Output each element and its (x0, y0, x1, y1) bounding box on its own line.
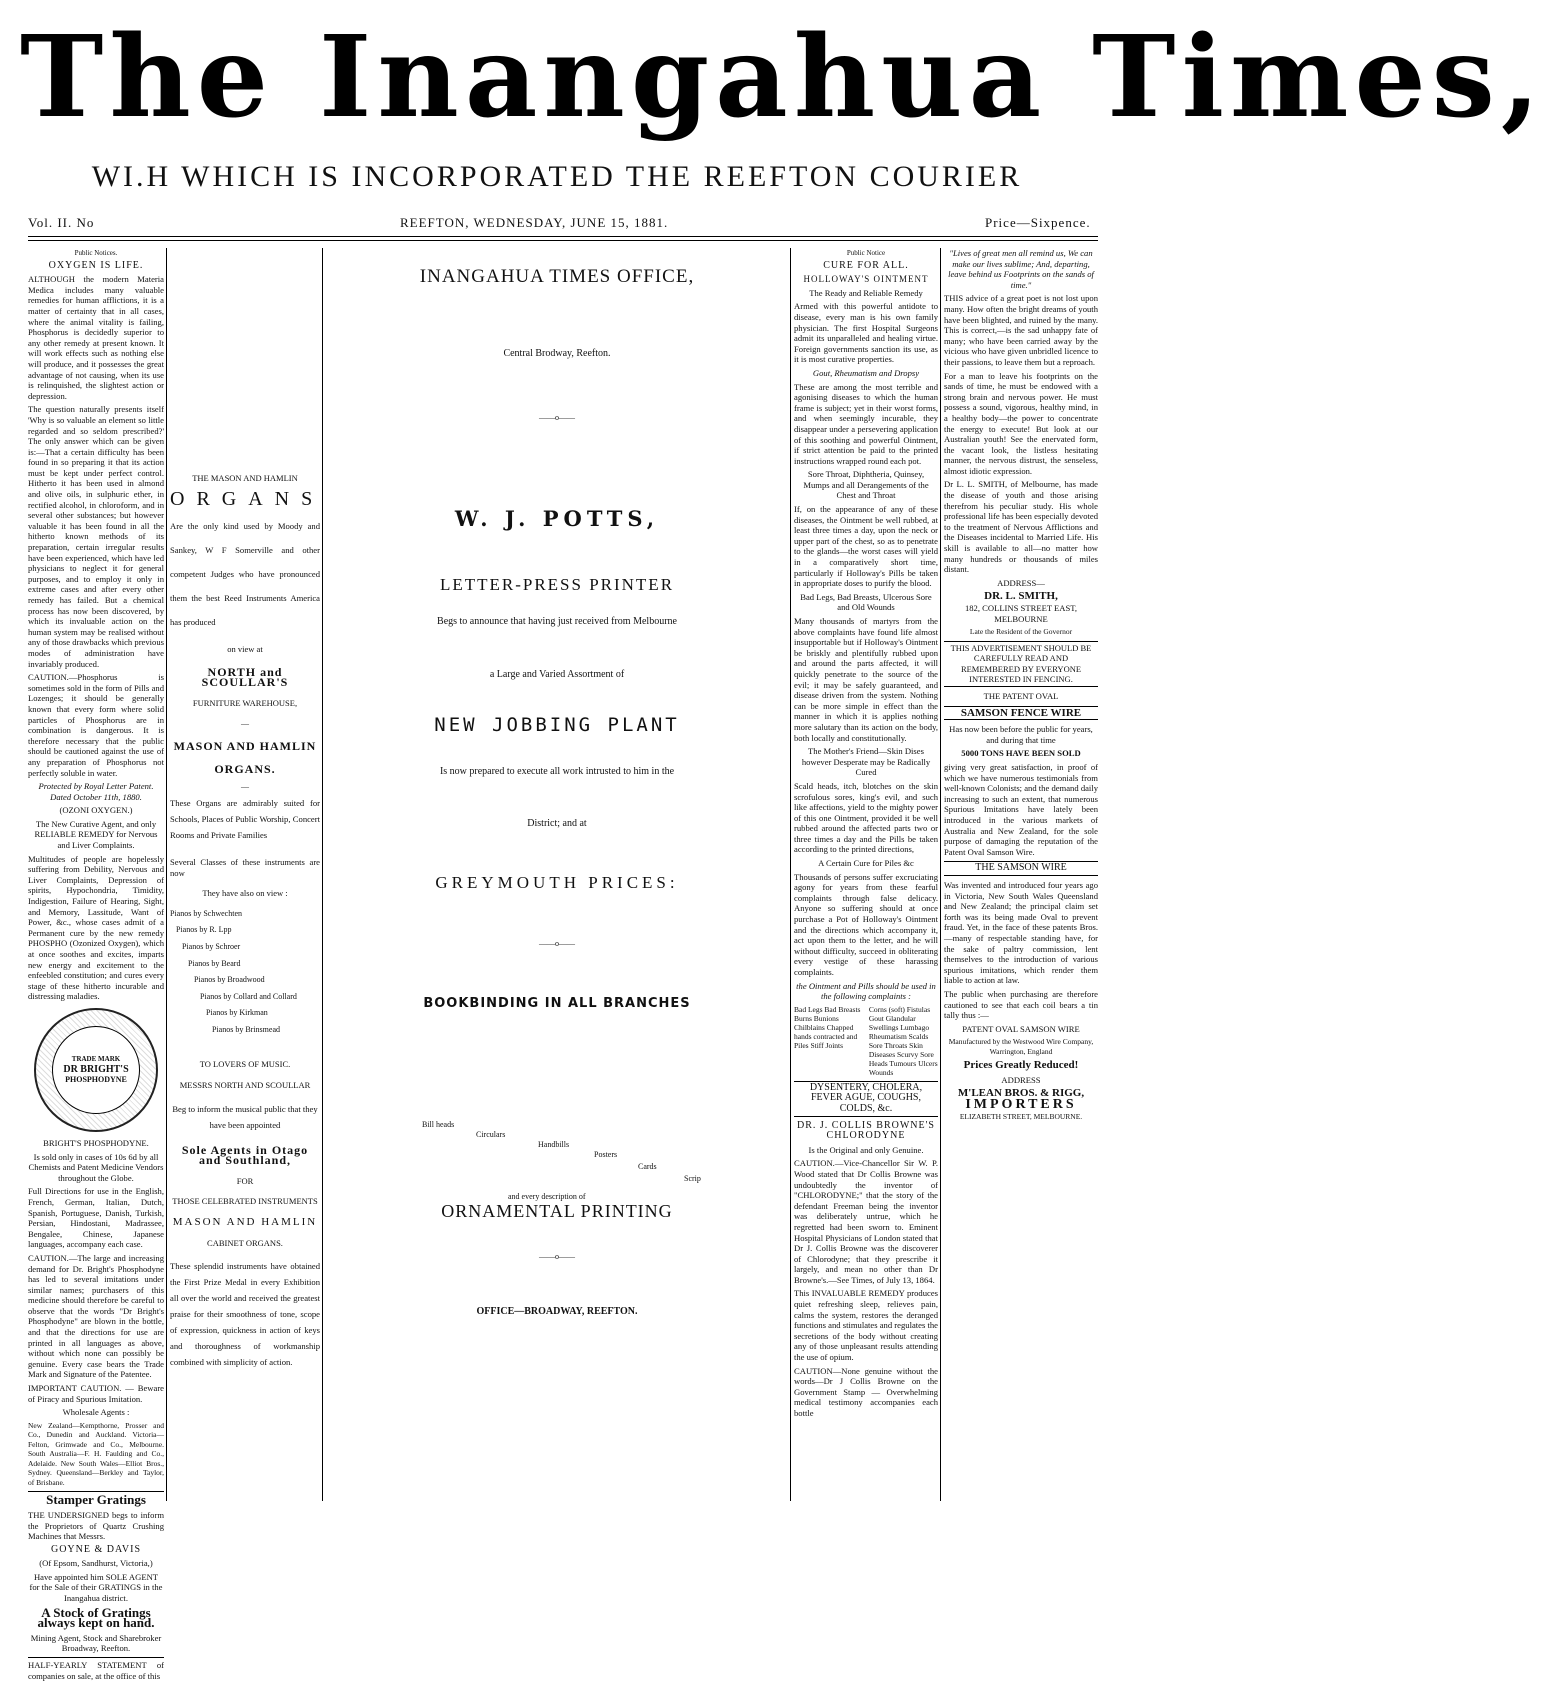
office-address: Central Brodway, Reefton. (503, 347, 611, 359)
subhead: The Mother's Friend—Skin Dises however Desperate may be Radically Cured (801, 746, 931, 778)
paragraph: For a man to leave his footprints on the sands of time, he must be endowed with a strong brain and nervous power. He must possess a sound, vigorous, healthy mind, in a healthy body—the power to concentrate the energy to execute! But look at our Australian youth! See the enervated form, the vacant look, the listless hesitating manner, the nervous distrust, the senseless, almost idiotic expression. (944, 370, 1098, 476)
paragraph: Has now been before the public for years, and during that time (949, 724, 1093, 745)
letterpress-heading: LETTER-PRESS PRINTER (439, 575, 675, 595)
emblem-text-mid: DR BRIGHT'S (63, 1063, 129, 1075)
view-note: on view at (227, 644, 263, 655)
emblem-ring (52, 1026, 140, 1114)
subhead: A Certain Cure for Piles &c (818, 858, 914, 869)
stationery-item: Bill heads (422, 1119, 455, 1129)
paragraph: ALTHOUGH the modern Materia Medica includes many valuable remedies for human afflictions, it is a matter of certainty that in all cases, where the animal vitality is failing, Phosphorus is decidedly superior to any other remedy at present known. It will work effects such as nothing else will produce, and it possesses the great advantage of not causing, when its use is relinquished, the slightest action or depression. (28, 274, 164, 401)
cure-heading: CURE FOR ALL. (823, 259, 909, 271)
stationery-item: Scrip (684, 1173, 701, 1183)
dysentery-heading: DYSENTERY, CHOLERA, FEVER AGUE, COUGHS, COLDS, &c. (794, 1081, 938, 1117)
prepared-line: Is now prepared to execute all work intrusted to him in the (439, 765, 675, 777)
paragraph: The question naturally presents itself 'Why is so valuable an element so little regarded and so seldom prescribed?' The only answer which can be given is:—That a certain difficulty has been found in so preparing it that its action must be kept under perfect control. Hitherto it has been used in almond and olive oils, in sulphuric ether, in rectified alcohol, in chloroform, and in several other substances; but however valuable it has been found in all the hitherto known methods of its preparation, certain irregular results have been experienced, which have led physicians to neglect it for general purposes, and to employ it only in extreme cases and after every other remedy has failed. But a chemical process has now been discovered, by which its invaluable action on the human system may be realised without any of those drawbacks which previous modes of administration have invariably produced. (28, 404, 164, 669)
org-heading: THE MASON AND HAMLIN (192, 473, 298, 483)
assortment-line: a Large and Varied Assortment of (489, 668, 625, 680)
stationery-item: Posters (594, 1149, 618, 1159)
article-title: OXYGEN IS LIFE. (48, 259, 144, 271)
patent-oval: THE PATENT OVAL (983, 691, 1059, 702)
paragraph: IMPORTANT CAUTION. — Beware of Piracy and Spurious Imitation. (28, 1383, 164, 1404)
sole-agents: Sole Agents in Otago and Southland, (181, 1142, 309, 1168)
office-footer: OFFICE—BROADWAY, REEFTON. (476, 1305, 638, 1317)
greymouth-heading: GREYMOUTH PRICES: (435, 872, 679, 892)
paragraph: Full Directions for use in the English, French, German, Italian, Dutch, Spanish, Portuguese, Danish, Turkish, Persian, Hindostani, Madrassee, Bengalee, Chinese, Japanese languages, accompany each case. (28, 1186, 164, 1250)
dateline: REEFTON, WEDNESDAY, JUNE 15, 1881. (400, 215, 669, 230)
phosphodyne-emblem-icon (34, 1008, 158, 1132)
mason-hamlin-2: MASON AND HAMLIN (172, 1216, 318, 1229)
samson-wire-heading: THE SAMSON WIRE (944, 861, 1098, 876)
separator: ——o—— (539, 938, 575, 948)
column-holloway (794, 248, 938, 1501)
paragraph: CAUTION.—Vice-Chancellor Sir W. P. Wood stated that Dr Collis Browne was undoubtedly the inventor of "CHLORODYNE;" that the story of the defendant Freeman being the inventor was deliberately untrue, which he regretted had been sworn to. Eminent Hospital Physicians of London stated that Dr J. Collis Browne was the discoverer of Chlorodyne; that they prescribe it largely, and mean no other than Dr Browne's.—See Times, of July 13, 1864. (794, 1158, 938, 1285)
paragraph: The public when purchasing are therefore cautioned to see that each coil bears a tin tally thus :— (944, 988, 1098, 1021)
piano-item: Pianos by Schwechten (170, 908, 242, 918)
subhead: Sore Throat, Diphtheria, Quinsey, Mumps and all Derangements of the Chest and Throat (803, 469, 929, 501)
complaints-col: Corns (soft) Fistulas Gout Glandular Swellings Lumbago Rheumatism Scalds Sore Throats Skin Diseases Scurvy Sore Heads Tumours Ulcers Wounds (868, 1004, 938, 1077)
section-label: Public Notices. (74, 249, 118, 257)
advertisement-heading: THIS ADVERTISEMENT SHOULD BE CAREFULLY READ AND REMEMBERED BY EVERYONE INTERESTED IN FENCING. (944, 641, 1098, 687)
stationery-item: Cards (638, 1161, 657, 1171)
samson-heading: SAMSON FENCE WIRE (944, 706, 1098, 721)
mlean-address: ELIZABETH STREET, MELBOURNE. (959, 1111, 1083, 1121)
agent-note: Mining Agent, Stock and Sharebroker Broadway, Reefton. (30, 1632, 162, 1654)
separator: — (241, 782, 249, 792)
jobbing-plant-heading: NEW JOBBING PLANT (434, 714, 680, 737)
tons-sold: 5000 TONS HAVE BEEN SOLD (961, 748, 1081, 759)
column-printing-office (326, 248, 788, 1501)
section-label: Public Notice (846, 249, 886, 257)
stationery-list (326, 1120, 788, 1204)
piano-item: Pianos by R. Lpp (176, 925, 232, 935)
remedy-note: The New Curative Agent, and only RELIABLE REMEDY for Nervous and Liver Complaints. (34, 818, 158, 851)
announce-line: Begs to announce that having just received from Melbourne (437, 615, 677, 627)
column-phosphodyne (28, 248, 164, 1681)
manufacturer: Manufactured by the Westwood Wire Company, Warrington, England (948, 1037, 1094, 1056)
paragraph: These splendid instruments have obtained the First Prize Medal in every Exhibition all over the world and received the greatest praise for their smoothness of tone, scope of expression, quickness in action of keys and thoroughness of workmanship combined with simplicity of action. (170, 1261, 320, 1368)
column-divider (790, 248, 791, 1501)
paragraph: These are among the most terrible and agonising diseases to which the human frame is subject; yet in their worst forms, and when seemingly incurable, they disappear under a persevering application of this soothing and powerful Ointment, if strict attention be paid to the printed instructions wrapped round each pot. (794, 381, 938, 466)
every-description: and every description of (508, 1191, 586, 1201)
paragraph: Beg to inform the musical public that they have been appointed (172, 1103, 318, 1130)
list-heading: the Ointment and Pills should be used in the following complaints : (796, 980, 936, 1002)
stock-heading: A Stock of Gratings always kept on hand. (37, 1604, 155, 1631)
subhead: The Ready and Reliable Remedy (809, 287, 923, 298)
piano-item: Pianos by Beard (188, 958, 241, 968)
organs-heading: ORGANS (170, 487, 325, 510)
paragraph: This INVALUABLE REMEDY produces quiet refreshing sleep, relieves pain, calms the system, restores the deranged functions and stimulates and regulates the secretions of the body without creating any of those unpleasant results attending the use of opium. (794, 1288, 938, 1363)
office-heading: INANGAHUA TIMES OFFICE, (419, 266, 695, 287)
cabinet-organs: CABINET ORGANS. (207, 1237, 283, 1248)
header-rule-2 (28, 240, 1098, 241)
paragraph: Thousands of persons suffer excruciating agony for years from these fearful complaints through false delicacy. Anyone so suffering should at once purchase a Pot of Holloway's Ointment and the directions which accompany it, act upon them to the letter, and he will without difficulty, succeed in obliterating every vestige of these harassing complaints. (794, 871, 938, 977)
complaints-list (794, 1005, 938, 1077)
stamper-heading: Stamper Gratings (28, 1491, 164, 1506)
separator: ——o—— (539, 413, 575, 423)
paragraph: Have appointed him SOLE AGENT for the Sale of their GRATINGS in the Inangahua district. (29, 1571, 163, 1604)
smith-name: DR. L. SMITH, (984, 590, 1058, 603)
paragraph: Several Classes of these instruments are now (170, 856, 320, 878)
firm-address: (Of Epsom, Sandhurst, Victoria,) (39, 1558, 153, 1569)
column-smith-samson (944, 248, 1098, 1501)
separator: — (241, 718, 249, 728)
subhead: Is the Original and only Genuine. (808, 1144, 924, 1155)
paragraph: Was invented and introduced four years ago in Victoria, New South Wales Queensland and New Zealand; the principal claim set forth was its being made Oval to prevent fraud. Yet, in the face of these patents Bros.—many of respectable standing have, for the sake of paltry commission, lent themselves to the introduction of various spurious imitations, which render them liable to action at law. (944, 879, 1098, 986)
paragraph: Are the only kind used by Moody and Sankey, W F Somerville and other competent Judges who have pronounced them the best Reed Instruments America has produced (170, 521, 320, 628)
emblem-text-top: TRADE MARK (71, 1055, 121, 1064)
column-divider (166, 248, 167, 1501)
subhead: Bad Legs, Bad Breasts, Ulcerous Sore and Old Wounds (800, 591, 932, 613)
district-line: District; and at (527, 818, 587, 830)
price: Price—Sixpence. (985, 215, 1091, 230)
also-on-view: They have also on view : (202, 888, 288, 899)
product-title: BRIGHT'S PHOSPHODYNE. (43, 1137, 149, 1148)
paragraph: CAUTION.—Phosphorus is sometimes sold in the form of Pills and Lozenges; it should be generally known that every form where solid particles of Phosphorus are in combination is dangerous. It is therefore necessary that the public should be cautioned against the use of any preparation of Phosphorus not perfectly soluble in water. (28, 672, 164, 778)
masthead (0, 0, 1546, 230)
paragraph: THE UNDERSIGNED begs to inform the Proprietors of Quartz Crushing Machines that Messrs. (28, 1509, 164, 1542)
north-scoullar: NORTH and SCOULLAR'S (201, 664, 289, 690)
address-label: ADDRESS— (997, 577, 1045, 588)
paragraph: Armed with this powerful antidote to disease, every man is his own family physician. The first Hospital Surgeons admit its unparalleled and healing virtue. Foreign governments sanction its use, as it is most curative properties. (794, 301, 938, 365)
poem: "Lives of great men all remind us, We can make our lives sublime; And, departing, leave behind us Footprints on the sands of time." (948, 248, 1094, 290)
holloway-heading: HOLLOWAY'S OINTMENT (803, 274, 929, 285)
paragraph: Many thousands of martyrs from the above complaints have found life almost insupportable but if Holloway's Ointment be briskly and plentifully rubbed upon and around the parts affected, it will quickly penetrate to the source of the evil; it may be safely guaranteed, and disease driven from the system. Nothing can be more simple in effect than the manner in which it is applies nothing more salutary than its action on the body, both locally and constitutionally. (794, 616, 938, 743)
column-organs (170, 248, 325, 1501)
blank-space (170, 248, 320, 463)
organs-label: ORGANS. (214, 761, 276, 776)
paragraph: New Zealand—Kempthorne, Prosser and Co., Dunedin and Auckland. Victoria—Felton, Grimwade and Co., Melbourne. South Australia—F. H. Faulding and Co., Adelaide. New South Wales—Elliot Bros., Sydney. Queensland—Berkley and Taylor, of Brisbane. (28, 1420, 164, 1487)
tally-text: PATENT OVAL SAMSON WIRE (962, 1023, 1080, 1034)
paragraph: If, on the appearance of any of these diseases, the Ointment be well rubbed, at least three times a day, upon the neck or upper part of the chest, so as to penetrate to the glands—the worst cases will yield in a comparatively short time, particularly if Holloway's Pills be taken in appropriate doses to purify the blood. (794, 504, 938, 589)
stationery-item: Circulars (476, 1129, 506, 1139)
bookbinding-heading: BOOKBINDING IN ALL BRANCHES (423, 996, 691, 1012)
paragraph: These Organs are admirably suited for Schools, Places of Public Worship, Concert Rooms and Private Families (170, 797, 320, 840)
newspaper-title: The Inangahua Times, (20, 12, 1546, 143)
piano-item: Pianos by Schroer (182, 941, 241, 951)
smith-late: Late the Resident of the Governor (969, 627, 1073, 637)
subhead: Wholesale Agents : (62, 1407, 130, 1418)
paragraph: HALF-YEARLY STATEMENT of companies on sale, at the office of this (28, 1657, 164, 1681)
messrs-heading: MESSRS NORTH AND SCOULLAR (179, 1080, 311, 1091)
prices-heading: Prices Greatly Reduced! (963, 1059, 1079, 1072)
piano-item: Pianos by Broadwood (194, 975, 265, 985)
firm-name: GOYNE & DAVIS (50, 1543, 142, 1555)
complaints-col: Bad Legs Bad Breasts Burns Bunions Chilblains Chapped hands contracted and Piles Stiff Joints (794, 1004, 861, 1050)
separator: ——o—— (539, 1252, 575, 1262)
subhead: Gout, Rheumatism and Dropsy (812, 367, 920, 378)
paragraph: CAUTION—None genuine without the words—Dr J Collis Browne on the Government Stamp — Overwhelming medical testimony accompanies each bottle (794, 1365, 938, 1418)
column-divider (322, 248, 323, 1501)
paragraph: Is sold only in cases of 10s 6d by all Chemists and Patent Medicine Vendors throughout the Globe. (28, 1151, 164, 1183)
header-rule (28, 236, 1098, 237)
column-divider (940, 248, 941, 1501)
smith-address: 182, COLLINS STREET EAST, MELBOURNE (964, 603, 1078, 624)
paragraph: THIS advice of a great poet is not lost upon many. How often the bright dreams of youth have been blighted, and ruined by the many. This is correct,—is the sad unhappy fate of many; who have been carried away by the vicious who have given unbridled licence to their passions, to leave them but a reproach. (944, 293, 1098, 367)
lovers-heading: TO LOVERS OF MUSIC. (199, 1059, 291, 1070)
for-label: FOR (236, 1175, 254, 1186)
ornamental-heading: ORNAMENTAL PRINTING (441, 1200, 673, 1221)
patent-note: Protected by Royal Letter Patent. Dated October 11th, 1880. (38, 781, 154, 802)
paragraph: Scald heads, itch, blotches on the skin scrofulous sores, king's evil, and such like affections, yield to the mighty power of this one Ointment, provided it be well rubbed around the affected parts two or three times a day and the Pills be taken according to the printed directions, (794, 780, 938, 855)
piano-item: Pianos by Brinsmead (212, 1024, 280, 1034)
stationery-item: Handbills (538, 1139, 570, 1149)
emblem-text-bot: PHOSPHODYNE (65, 1075, 127, 1085)
importers-heading: IMPORTERS (965, 1097, 1077, 1113)
printer-name: W. J. POTTS, (454, 505, 660, 531)
paragraph: Multitudes of people are hopelessly suffering from Debility, Nervous and Liver Complaints, Depression of spirits, Hypochondria, Timidity, Indigestion, Failure of Hearing, Sight, and Memory, Lassitude, Want of Power, &c., whose cases admit of a Permanent cure by the new remedy PHOSPHO (Ozonized Oxygen), which at once soothes and excites, imparts new energy and excitement to the enfeebled constitution; and cures every stage of these hitherto incurable and distressing maladies. (28, 853, 164, 1002)
furniture-warehouse: FURNITURE WAREHOUSE, (192, 697, 298, 708)
celebrated: THOSE CELEBRATED INSTRUMENTS (172, 1196, 318, 1207)
piano-item: Pianos by Kirkman (206, 1008, 268, 1018)
mlean-heading: M'LEAN BROS. & RIGG, (957, 1087, 1085, 1100)
address-label: ADDRESS (1001, 1074, 1041, 1085)
ozone-note: (OZONI OXYGEN.) (59, 805, 133, 816)
paragraph: Dr L. L. SMITH, of Melbourne, has made the disease of youth and those arising therefrom his peculiar study. His whole professional life has been especially devoted to the treatment of Nervous Afflictions and the Diseases incidental to Married Life. His skill is available to all—no matter how many hundreds or thousands of miles distant. (944, 479, 1098, 575)
volume-number: Vol. II. No (28, 215, 95, 230)
newspaper-subtitle: WI.H WHICH IS INCORPORATED THE REEFTON COURIER (91, 160, 1023, 193)
mason-hamlin: MASON AND HAMLIN (173, 739, 317, 754)
collis-browne-heading: DR. J. COLLIS BROWNE'S CHLORODYNE (797, 1119, 935, 1142)
piano-item: Pianos by Collard and Collard (200, 991, 297, 1001)
paragraph: giving very great satisfaction, in proof of which we have numerous testimonials from well-known Colonists; and the demand daily increasing to such an extent, that numerous Spurious Imitations have lately been introduced in the various markets of Australia and New Zealand, for the sole purpose of damaging the reputation of the Patent Oval Samson Wire. (944, 762, 1098, 857)
paragraph: CAUTION.—The large and increasing demand for Dr. Bright's Phosphodyne has led to several imitations under similar names; purchasers of this medicine should therefore be careful to observe that the words "Dr Bright's Phosphodyne" are blown in the bottle, and that the directions for use are printed in all languages as above, without which none can possibly be genuine. Every case bears the Trade Mark and Signature of the Patentee. (28, 1252, 164, 1380)
